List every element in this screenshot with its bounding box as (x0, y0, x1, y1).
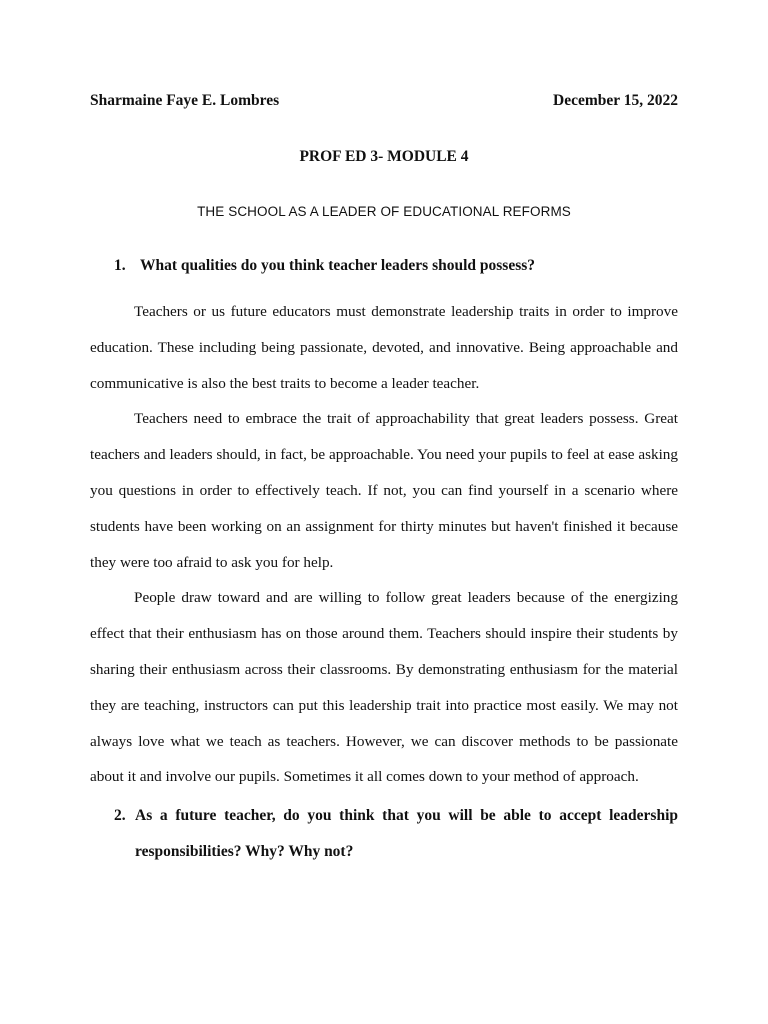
answer-1-paragraph: Teachers or us future educators must demonstrate leadership traits in order to improve education. These including being passionate, devoted, and innovative. Being approachable and communicative is also the best traits to become a leader teacher. (90, 303, 678, 392)
document-date: December 15, 2022 (553, 92, 678, 109)
question-1-text: What qualities do you think teacher leaders should possess? (140, 257, 536, 274)
author-name: Sharmaine Faye E. Lombres (90, 92, 280, 109)
topic-title: THE SCHOOL AS A LEADER OF EDUCATIONAL REFORMS (197, 204, 571, 219)
answer-1-paragraph: People draw toward and are willing to follow great leaders because of the energizing effect that their enthusiasm has on those around them. Teachers should inspire their students by sharing their enthusiasm across their classrooms. By demonstrating enthusiasm for the material they are teaching, instructors can put this leadership trait into practice most easily. We may not always love what we teach as teachers. However, we can discover methods to be passionate about it and involve our pupils. Sometimes it all comes down to your method of approach. (90, 589, 678, 786)
document-header (90, 92, 678, 110)
question-2 (114, 798, 678, 870)
answer-1 (90, 294, 678, 795)
question-1 (114, 257, 535, 275)
question-2-text: As a future teacher, do you think that you will be able to accept leadership responsibilities? Why? Why not? (135, 807, 678, 860)
question-1-number: 1. (114, 257, 126, 274)
question-2-number: 2. (114, 807, 126, 824)
answer-1-paragraph: Teachers need to embrace the trait of approachability that great leaders possess. Great teachers and leaders should, in fact, be approachable. You need your pupils to feel at ease asking you questions in order to effectively teach. If not, you can find yourself in a scenario where students have been working on an assignment for thirty minutes but haven't finished it because they were too afraid to ask you for help. (90, 410, 678, 571)
course-title: PROF ED 3- MODULE 4 (299, 148, 469, 165)
